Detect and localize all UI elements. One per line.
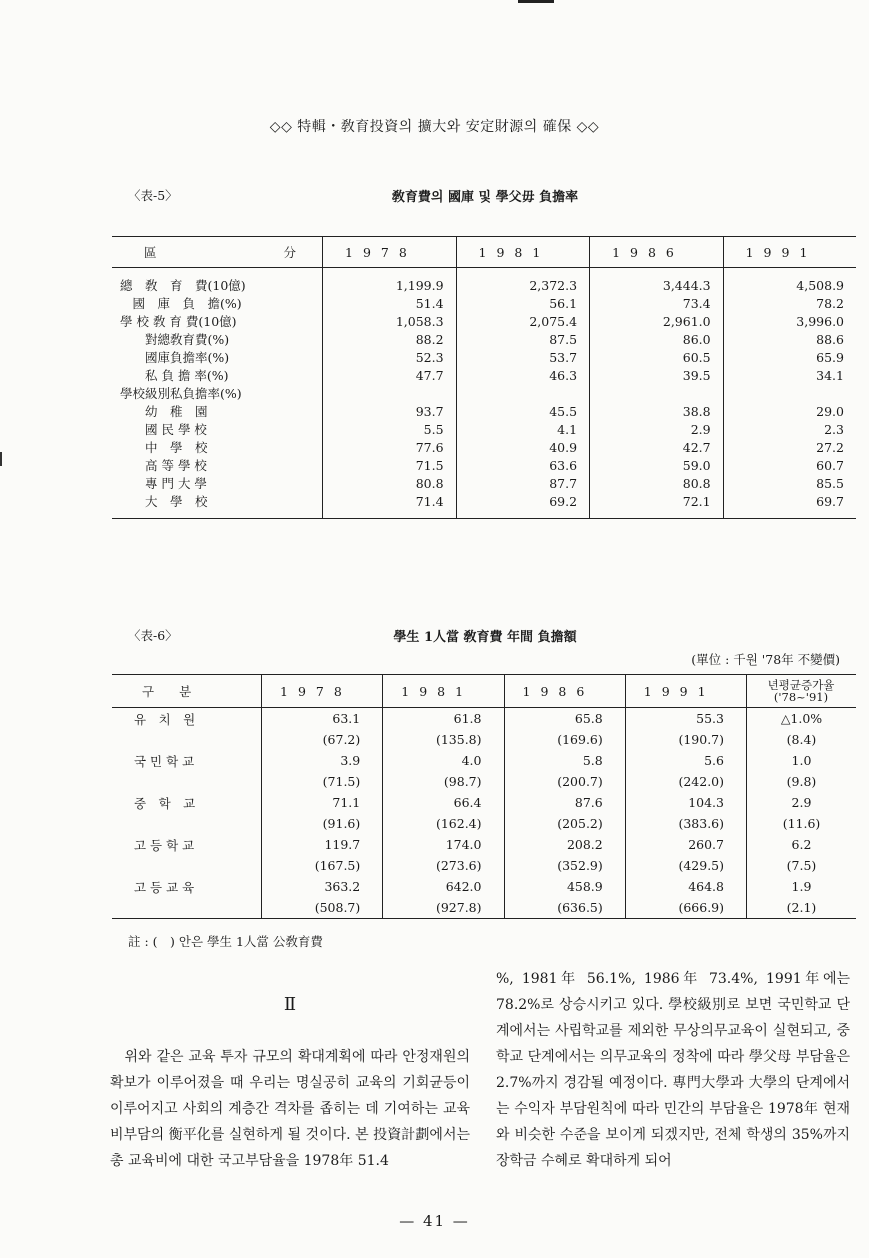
table6-cell: 61.8 <box>383 708 504 730</box>
table5-row-label: 對總敎育費(%) <box>120 332 230 347</box>
table6-cell: (91.6) <box>262 813 383 834</box>
table5-row <box>112 474 856 492</box>
table5-cell: 5.5 <box>323 420 457 438</box>
table6-cell: (167.5) <box>262 855 383 876</box>
table5-cell: 69.2 <box>456 492 590 519</box>
table5-cell: 27.2 <box>723 438 856 456</box>
table5-row-label: 私 負 擔 率(%) <box>120 368 229 383</box>
table5-row <box>112 384 856 402</box>
table5-cell <box>590 384 724 402</box>
page-number: — 41 — <box>399 1212 470 1230</box>
table6-row <box>112 750 856 771</box>
table6-cell: (205.2) <box>504 813 625 834</box>
table6-cell: 5.8 <box>504 750 625 771</box>
table6-rate-header: 년평균증가율 ('78~'91) <box>747 675 857 708</box>
table5 <box>112 236 856 519</box>
table6-cell: 208.2 <box>504 834 625 855</box>
page-header: ◇◇ 特輯・敎育投資의 擴大와 安定財源의 確保 ◇◇ <box>269 119 600 135</box>
table5-cell: 60.7 <box>723 456 856 474</box>
table5-cell <box>723 384 856 402</box>
table6-cell: 87.6 <box>504 792 625 813</box>
table6-row <box>112 771 856 792</box>
table6-row <box>112 813 856 834</box>
table6-cell: (273.6) <box>383 855 504 876</box>
table5-category-header: 區 分 <box>112 237 323 268</box>
table5-row-label: 國庫負擔率(%) <box>120 350 230 365</box>
table6-row-label <box>112 729 262 750</box>
table6-cell: (7.5) <box>747 855 857 876</box>
table5-cell: 40.9 <box>456 438 590 456</box>
table5-cell: 59.0 <box>590 456 724 474</box>
table6-cell: 4.0 <box>383 750 504 771</box>
table6-cell: 458.9 <box>504 876 625 897</box>
table6-caption: 〈表-6〉 <box>128 628 178 643</box>
table5-cell: 56.1 <box>456 294 590 312</box>
table6-cell: (383.6) <box>625 813 746 834</box>
table6-row-label: 유 치 원 <box>134 711 196 727</box>
table5-cell <box>323 384 457 402</box>
table6-cell: (429.5) <box>625 855 746 876</box>
table5-cell: 2.9 <box>590 420 724 438</box>
table5-row <box>112 420 856 438</box>
table6-year-header: 1986 <box>504 675 625 708</box>
table5-row-label: 大 學 校 <box>112 492 323 519</box>
table6-cell: 642.0 <box>383 876 504 897</box>
table6-cell: (9.8) <box>747 771 857 792</box>
table5-row-label: 幼 稚 園 <box>120 404 208 419</box>
table5-cell: 88.6 <box>723 330 856 348</box>
table5-cell: 78.2 <box>723 294 856 312</box>
table6-cell: (2.1) <box>747 897 857 919</box>
table5-cell: 2,961.0 <box>590 312 724 330</box>
table6-cell: 55.3 <box>625 708 746 730</box>
table5-cell: 71.5 <box>323 456 457 474</box>
table6-cell: 65.8 <box>504 708 625 730</box>
table6-cell: (200.7) <box>504 771 625 792</box>
table5-caption: 〈表-5〉 <box>128 188 178 203</box>
top-rule <box>518 0 554 3</box>
table6-cell: 66.4 <box>383 792 504 813</box>
table6-cell: (71.5) <box>262 771 383 792</box>
table5-cell: 39.5 <box>590 366 724 384</box>
body-paragraph-right: %, 1981年 56.1%, 1986年 73.4%, 1991年에는 78.2%로 상승시키고 있다. 學校級別로 보면 국민학교 단계에서는 사립학교를 제외한 무상의무교육이 실현되고, 중학교 단계에서는 의무교육의 정착에 따라 學父母 부담율은 2.7%까지 경감될 예정이다. 專門大學과 大學의 단계에서는 수익자 부담원칙에 따라 민간의 부담율은 1978年 현재와 비슷한 수준을 보이게 되겠지만, 전체 학생의 35%까지 장학금 수혜로 확대하게 되어 <box>496 971 850 1169</box>
table6-row <box>112 876 856 897</box>
table5-title: 敎育費의 國庫 및 學父毋 負擔率 <box>391 190 579 205</box>
table5-cell: 73.4 <box>590 294 724 312</box>
table6-cell: (352.9) <box>504 855 625 876</box>
table5-cell: 34.1 <box>723 366 856 384</box>
table6-row-label: 국 민 학 교 <box>134 753 195 769</box>
table6-row-label: 중 학 교 <box>134 795 196 811</box>
table5-row-label: 國 民 學 校 <box>120 422 207 437</box>
table6-cell: (927.8) <box>383 897 504 919</box>
table5-cell: 2.3 <box>723 420 856 438</box>
table5-cell: 4.1 <box>456 420 590 438</box>
table6-cell: 6.2 <box>747 834 857 855</box>
table6-cell: (162.4) <box>383 813 504 834</box>
table5-cell: 93.7 <box>323 402 457 420</box>
table6-cell: △1.0% <box>747 708 857 730</box>
table5-year-header: 1981 <box>456 237 590 268</box>
table5-cell: 63.6 <box>456 456 590 474</box>
table5-row <box>112 456 856 474</box>
table6-row <box>112 792 856 813</box>
table5-cell: 2,372.3 <box>456 268 590 295</box>
table6-unit: (單位 : 千원 '78年 不變價) <box>691 652 840 667</box>
table6-row-label: 고 등 학 교 <box>134 837 195 853</box>
margin-mark <box>0 452 2 466</box>
table5-cell: 45.5 <box>456 402 590 420</box>
table5-cell: 51.4 <box>323 294 457 312</box>
table5-row <box>112 348 856 366</box>
table6-cell: 363.2 <box>262 876 383 897</box>
table6-cell: (508.7) <box>262 897 383 919</box>
table6-cell: 260.7 <box>625 834 746 855</box>
table5-row <box>112 366 856 384</box>
table5-year-header: 1991 <box>723 237 856 268</box>
table5-cell: 80.8 <box>590 474 724 492</box>
table5-cell <box>456 384 590 402</box>
table5-cell: 4,508.9 <box>723 268 856 295</box>
table6-cell: 5.6 <box>625 750 746 771</box>
table5-row-label: 國 庫 負 擔(%) <box>120 296 242 311</box>
table6-cell: 63.1 <box>262 708 383 730</box>
table6-year-header: 1978 <box>262 675 383 708</box>
table5-cell: 42.7 <box>590 438 724 456</box>
table6-cell: (169.6) <box>504 729 625 750</box>
table6-year-header: 1991 <box>625 675 746 708</box>
table6-cell: (666.9) <box>625 897 746 919</box>
table6-cell: (11.6) <box>747 813 857 834</box>
table5-cell: 65.9 <box>723 348 856 366</box>
table5-cell: 3,996.0 <box>723 312 856 330</box>
table6-cell: (8.4) <box>747 729 857 750</box>
table5-row <box>112 330 856 348</box>
table5-row <box>112 492 856 519</box>
table6-cell: 464.8 <box>625 876 746 897</box>
table6-cell: 104.3 <box>625 792 746 813</box>
table6-category-header: 구 분 <box>112 675 262 708</box>
table6-cell: 1.0 <box>747 750 857 771</box>
table6-cell: (636.5) <box>504 897 625 919</box>
table5-cell: 53.7 <box>456 348 590 366</box>
table5-cell: 80.8 <box>323 474 457 492</box>
table6-cell: 119.7 <box>262 834 383 855</box>
table6-row <box>112 897 856 919</box>
table6-cell: (67.2) <box>262 729 383 750</box>
table5-row-label: 學校級別私負擔率(%) <box>120 386 242 401</box>
table5-cell: 72.1 <box>590 492 724 519</box>
table5-cell: 52.3 <box>323 348 457 366</box>
table5-cell: 1,058.3 <box>323 312 457 330</box>
table6-cell: (135.8) <box>383 729 504 750</box>
table5-row-label: 學 校 敎 育 費(10億) <box>120 314 237 329</box>
table6-cell: (98.7) <box>383 771 504 792</box>
table5-row-label: 高 等 學 校 <box>120 458 207 473</box>
table5-row-label: 中 學 校 <box>120 440 208 455</box>
table5-row-label: 專 門 大 學 <box>120 476 207 491</box>
table6-cell: 2.9 <box>747 792 857 813</box>
table5-cell: 88.2 <box>323 330 457 348</box>
table5-cell: 2,075.4 <box>456 312 590 330</box>
table5-cell: 38.8 <box>590 402 724 420</box>
table6-row <box>112 708 856 730</box>
table5-cell: 60.5 <box>590 348 724 366</box>
table6 <box>112 674 856 919</box>
table5-year-header: 1978 <box>323 237 457 268</box>
table6-cell: (190.7) <box>625 729 746 750</box>
table5-cell: 1,199.9 <box>323 268 457 295</box>
table5-row <box>112 438 856 456</box>
table6-year-header: 1981 <box>383 675 504 708</box>
table5-cell: 47.7 <box>323 366 457 384</box>
table6-note: 註 : ( ) 안은 學生 1人當 公敎育費 <box>128 934 323 949</box>
table6-row-label: 고 등 교 육 <box>134 879 195 895</box>
body-paragraph-left: 위와 같은 교육 투자 규모의 확대계획에 따라 안정재원의 확보가 이루어졌을 때 우리는 명실공히 교육의 기회균등이 이루어지고 사회의 계층간 격차를 좁히는 데 기여하는 교육비부담의 衡平化를 실현하게 될 것이다. 본 投資計劃에서는 총 교육비에 대한 국고부담율을 1978年 51.4 <box>110 1049 470 1169</box>
table5-cell: 85.5 <box>723 474 856 492</box>
table5-cell: 86.0 <box>590 330 724 348</box>
table5-cell: 46.3 <box>456 366 590 384</box>
table6-row-label <box>112 897 262 919</box>
table5-row <box>112 294 856 312</box>
table6-cell: 3.9 <box>262 750 383 771</box>
table5-row-label: 總 敎 育 費(10億) <box>120 278 246 293</box>
table6-row-label <box>112 771 262 792</box>
table6-cell: (242.0) <box>625 771 746 792</box>
table6-row-label <box>112 855 262 876</box>
table6-row <box>112 834 856 855</box>
table5-row <box>112 268 856 295</box>
table5-cell: 69.7 <box>723 492 856 519</box>
table5-row <box>112 402 856 420</box>
table6-cell: 174.0 <box>383 834 504 855</box>
table5-cell: 3,444.3 <box>590 268 724 295</box>
section-numeral: Ⅱ <box>283 994 297 1015</box>
table5-cell: 71.4 <box>323 492 457 519</box>
table6-row-label <box>112 813 262 834</box>
table6-cell: 71.1 <box>262 792 383 813</box>
table5-row <box>112 312 856 330</box>
table6-row <box>112 729 856 750</box>
table6-cell: 1.9 <box>747 876 857 897</box>
table6-title: 學生 1人當 敎育費 年間 負擔額 <box>393 630 577 645</box>
table6-row <box>112 855 856 876</box>
table5-cell: 87.7 <box>456 474 590 492</box>
table5-cell: 77.6 <box>323 438 457 456</box>
table5-year-header: 1986 <box>590 237 724 268</box>
table5-cell: 29.0 <box>723 402 856 420</box>
table5-cell: 87.5 <box>456 330 590 348</box>
